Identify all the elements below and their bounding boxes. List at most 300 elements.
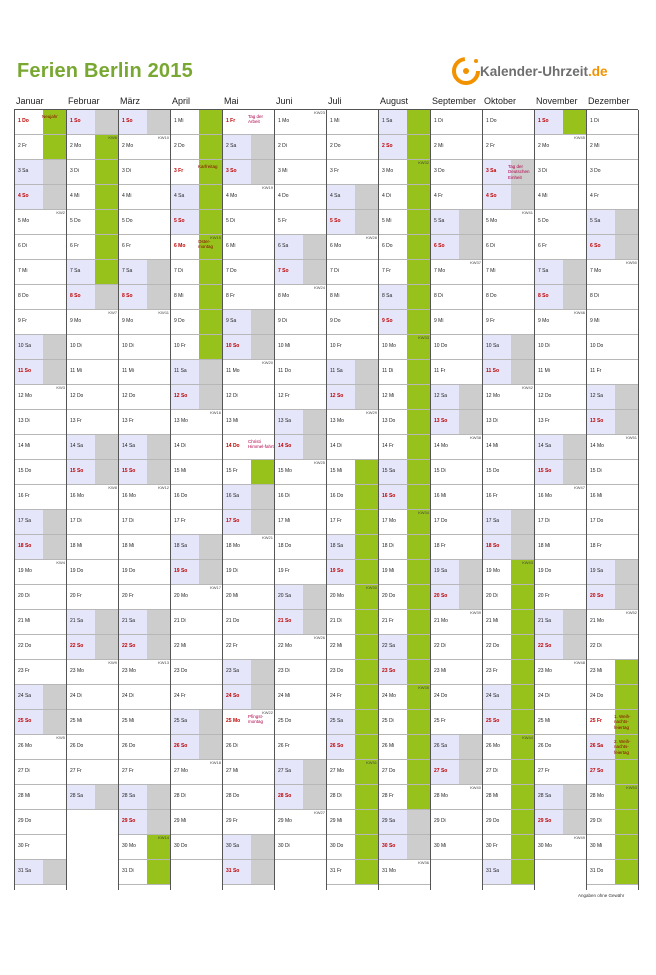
day-marker [615, 210, 638, 234]
day-label: 23 Fr [18, 668, 30, 674]
day-marker [303, 585, 326, 609]
day-label: 8 Mo [278, 293, 290, 299]
day-cell [275, 660, 326, 685]
day-label: 10 Di [70, 343, 82, 349]
day-marker [251, 835, 274, 859]
day-label: 29 Mi [330, 818, 343, 824]
day-label: 28 Sa [122, 793, 136, 799]
day-label: 24 Fr [174, 693, 186, 699]
day-label: 22 Do [486, 643, 500, 649]
day-cell [587, 735, 638, 760]
day-marker [251, 760, 274, 784]
school-holiday-marker [615, 835, 638, 859]
day-cell [327, 685, 378, 710]
day-cell [15, 135, 66, 160]
day-label: 22 Di [434, 643, 446, 649]
day-label: 18 Sa [330, 543, 344, 549]
day-cell [379, 160, 430, 185]
day-marker [511, 185, 534, 209]
day-label: 1 Di [434, 118, 443, 124]
day-cell [379, 135, 430, 160]
day-label: 12 Do [70, 393, 84, 399]
day-marker [303, 510, 326, 534]
week-number: KW45 [574, 135, 585, 140]
day-cell [431, 485, 482, 510]
day-cell [431, 660, 482, 685]
day-cell [15, 260, 66, 285]
day-cell [431, 285, 482, 310]
day-marker [615, 460, 638, 484]
day-marker [511, 360, 534, 384]
day-label: 6 So [434, 243, 445, 249]
school-holiday-marker [511, 835, 534, 859]
day-cell [379, 310, 430, 335]
day-marker [511, 135, 534, 159]
day-marker [355, 360, 378, 384]
day-marker [563, 760, 586, 784]
day-label: 4 Mi [538, 193, 548, 199]
day-label: 15 So [538, 468, 552, 474]
day-cell [379, 510, 430, 535]
day-label: 23 So [382, 668, 396, 674]
day-marker [199, 560, 222, 584]
school-holiday-marker [199, 335, 222, 359]
day-cell [587, 835, 638, 860]
day-cell [171, 385, 222, 410]
day-label: 30 Di [278, 843, 290, 849]
day-cell [223, 635, 274, 660]
school-holiday-marker [199, 210, 222, 234]
day-label: 30 Mo [122, 843, 136, 849]
day-marker [615, 535, 638, 559]
day-cell [535, 735, 586, 760]
day-marker [563, 510, 586, 534]
day-cell [379, 760, 430, 785]
day-label: 10 Mi [278, 343, 291, 349]
day-label: 24 Di [538, 693, 550, 699]
week-number: KW15 [210, 235, 221, 240]
day-cell [223, 810, 274, 835]
day-marker [511, 410, 534, 434]
day-cell [431, 510, 482, 535]
logo [450, 51, 640, 91]
day-label: 5 Do [538, 218, 549, 224]
day-label: 15 So [70, 468, 84, 474]
day-marker [563, 635, 586, 659]
day-marker [303, 135, 326, 159]
week-number: KW7 [108, 310, 117, 315]
day-cell [119, 585, 170, 610]
day-cell [275, 485, 326, 510]
day-label: 27 Mi [226, 768, 239, 774]
day-cell [379, 560, 430, 585]
day-label: 24 Fr [330, 693, 342, 699]
day-label: 23 Do [174, 668, 188, 674]
day-marker [199, 485, 222, 509]
week-number: KW23 [314, 110, 325, 115]
school-holiday-marker [407, 235, 430, 259]
day-marker [459, 685, 482, 709]
day-label: 5 Do [122, 218, 133, 224]
day-label: 5 Do [70, 218, 81, 224]
day-cell [15, 335, 66, 360]
day-marker [459, 810, 482, 834]
day-marker [615, 385, 638, 409]
day-cell [15, 510, 66, 535]
day-cell [171, 310, 222, 335]
school-holiday-marker [147, 860, 170, 884]
day-label: 19 Mo [486, 568, 500, 574]
day-cell [535, 635, 586, 660]
day-cell [275, 460, 326, 485]
day-marker [43, 660, 66, 684]
day-cell [15, 360, 66, 385]
day-marker [147, 560, 170, 584]
day-cell [483, 685, 534, 710]
week-number: KW47 [574, 485, 585, 490]
day-cell [119, 260, 170, 285]
day-label: 17 So [226, 518, 240, 524]
day-marker [147, 760, 170, 784]
day-cell [535, 385, 586, 410]
day-cell [587, 460, 638, 485]
day-cell [67, 735, 118, 760]
day-marker [147, 535, 170, 559]
day-label: 19 Di [226, 568, 238, 574]
day-label: 15 Mo [278, 468, 292, 474]
day-marker [615, 360, 638, 384]
day-cell [15, 185, 66, 210]
day-marker [563, 185, 586, 209]
day-marker [511, 235, 534, 259]
day-cell [15, 860, 66, 885]
day-cell [171, 560, 222, 585]
day-label: 4 Mi [122, 193, 132, 199]
day-cell [379, 385, 430, 410]
day-cell [119, 810, 170, 835]
school-holiday-marker [407, 135, 430, 159]
day-marker [303, 360, 326, 384]
day-label: 31 So [226, 868, 240, 874]
day-label: 28 Mi [18, 793, 31, 799]
day-marker [147, 185, 170, 209]
day-cell [535, 835, 586, 860]
public-holiday-label: Christi Himmel-fahrt [248, 439, 274, 450]
week-number: KW34 [418, 510, 429, 515]
day-marker [563, 235, 586, 259]
school-holiday-marker [407, 660, 430, 684]
day-label: 27 Di [486, 768, 498, 774]
day-cell [171, 110, 222, 135]
day-cell [431, 635, 482, 660]
day-marker [563, 685, 586, 709]
day-marker [251, 310, 274, 334]
day-cell [67, 110, 118, 135]
day-cell [275, 760, 326, 785]
day-label: 3 Mo [382, 168, 394, 174]
day-cell [15, 710, 66, 735]
day-marker [355, 385, 378, 409]
day-cell [327, 460, 378, 485]
school-holiday-marker [355, 460, 378, 484]
day-cell [223, 260, 274, 285]
day-label: 29 Do [486, 818, 500, 824]
day-marker [563, 585, 586, 609]
day-label: 9 Mi [590, 318, 600, 324]
day-label: 20 Sa [278, 593, 292, 599]
day-marker [199, 660, 222, 684]
day-marker [251, 485, 274, 509]
day-cell [535, 260, 586, 285]
day-cell [119, 535, 170, 560]
day-cell [67, 785, 118, 810]
day-marker [43, 710, 66, 734]
day-cell [587, 510, 638, 535]
day-cell [483, 510, 534, 535]
day-cell [119, 235, 170, 260]
school-holiday-marker [355, 660, 378, 684]
day-label: 28 Mo [590, 793, 604, 799]
day-marker [615, 235, 638, 259]
school-holiday-marker [407, 585, 430, 609]
day-label: 16 Mo [70, 493, 84, 499]
day-label: 20 So [590, 593, 604, 599]
week-number: KW2 [56, 210, 65, 215]
day-label: 11 Fr [434, 368, 446, 374]
day-label: 24 Do [590, 693, 604, 699]
day-label: 20 Di [18, 593, 30, 599]
school-holiday-marker [199, 110, 222, 134]
day-cell [483, 335, 534, 360]
month-header-9: Oktober [484, 96, 517, 106]
month-column [482, 110, 534, 890]
day-marker [303, 835, 326, 859]
day-marker [459, 760, 482, 784]
day-label: 31 Mo [382, 868, 396, 874]
day-label: 20 Fr [70, 593, 82, 599]
day-marker [251, 210, 274, 234]
day-cell [535, 535, 586, 560]
day-label: 17 Fr [330, 518, 342, 524]
day-label: 21 Mi [486, 618, 499, 624]
day-label: 6 Fr [70, 243, 79, 249]
day-marker [303, 685, 326, 709]
day-label: 21 Mo [590, 618, 604, 624]
day-marker [511, 485, 534, 509]
week-number: KW8 [108, 485, 117, 490]
day-cell [67, 685, 118, 710]
day-cell [67, 710, 118, 735]
day-cell [119, 435, 170, 460]
day-cell [483, 810, 534, 835]
day-label: 26 Mo [18, 743, 32, 749]
day-cell [223, 710, 274, 735]
day-cell [483, 410, 534, 435]
school-holiday-marker [199, 260, 222, 284]
day-cell [587, 660, 638, 685]
day-label: 14 Mi [18, 443, 31, 449]
day-label: 7 Mo [434, 268, 446, 274]
day-cell [431, 785, 482, 810]
day-cell [171, 835, 222, 860]
day-cell [379, 185, 430, 210]
school-holiday-marker [407, 110, 430, 134]
day-cell [119, 360, 170, 385]
school-holiday-marker [199, 310, 222, 334]
day-label: 5 Sa [434, 218, 445, 224]
day-marker [43, 635, 66, 659]
month-column [170, 110, 222, 890]
day-cell [431, 810, 482, 835]
day-cell [327, 360, 378, 385]
day-cell [535, 460, 586, 485]
day-label: 15 Mi [174, 468, 187, 474]
day-label: 23 Sa [226, 668, 240, 674]
day-cell [171, 585, 222, 610]
day-marker [43, 685, 66, 709]
calendar-grid [14, 110, 638, 890]
day-label: 31 Sa [18, 868, 32, 874]
day-cell [327, 835, 378, 860]
day-label: 5 Mo [18, 218, 30, 224]
school-holiday-marker [355, 535, 378, 559]
day-cell [223, 560, 274, 585]
logo-suffix-text: .de [588, 64, 608, 79]
day-cell [535, 360, 586, 385]
day-cell [15, 410, 66, 435]
day-marker [95, 460, 118, 484]
day-marker [563, 460, 586, 484]
day-cell [483, 460, 534, 485]
day-cell [431, 235, 482, 260]
day-label: 4 So [18, 193, 29, 199]
school-holiday-marker [615, 685, 638, 709]
month-header-4: Mai [224, 96, 239, 106]
day-cell [587, 135, 638, 160]
day-label: 18 Fr [590, 543, 602, 549]
day-cell [379, 260, 430, 285]
week-number: KW6 [108, 135, 117, 140]
day-cell [379, 585, 430, 610]
day-cell [587, 785, 638, 810]
day-label: 9 Mi [434, 318, 444, 324]
page-title: Ferien Berlin 2015 [17, 60, 193, 82]
day-label: 31 Fr [330, 868, 342, 874]
day-label: 12 Mo [18, 393, 32, 399]
day-cell [535, 585, 586, 610]
day-marker [459, 410, 482, 434]
day-marker [563, 710, 586, 734]
day-marker [43, 285, 66, 309]
day-label: 7 Mi [18, 268, 28, 274]
day-marker [251, 510, 274, 534]
day-label: 13 So [590, 418, 604, 424]
day-label: 12 Sa [434, 393, 448, 399]
day-label: 2 Mo [538, 143, 550, 149]
day-label: 12 Di [226, 393, 238, 399]
day-cell [483, 310, 534, 335]
school-holiday-marker [407, 610, 430, 634]
day-label: 10 Do [434, 343, 448, 349]
week-number: KW16 [210, 410, 221, 415]
day-label: 7 Sa [70, 268, 81, 274]
day-cell [587, 710, 638, 735]
day-cell [223, 360, 274, 385]
day-cell [171, 485, 222, 510]
day-marker [459, 385, 482, 409]
day-label: 15 Fr [226, 468, 238, 474]
day-label: 6 Sa [278, 243, 289, 249]
school-holiday-marker [43, 135, 66, 159]
day-label: 30 Mi [590, 843, 603, 849]
day-cell [15, 160, 66, 185]
day-cell [379, 335, 430, 360]
week-number: KW40 [470, 785, 481, 790]
day-label: 12 Do [538, 393, 552, 399]
day-label: 30 Fr [486, 843, 498, 849]
day-label: 8 Mi [174, 293, 184, 299]
month-column [326, 110, 378, 890]
day-cell [431, 210, 482, 235]
day-cell [587, 360, 638, 385]
school-holiday-marker [407, 760, 430, 784]
day-label: 31 Di [122, 868, 134, 874]
day-marker [43, 835, 66, 859]
day-label: 23 Mi [590, 668, 603, 674]
day-label: 14 So [278, 443, 292, 449]
day-cell [379, 410, 430, 435]
day-marker [199, 610, 222, 634]
day-marker [355, 185, 378, 209]
day-cell [327, 610, 378, 635]
day-cell [587, 260, 638, 285]
day-cell [327, 185, 378, 210]
day-label: 2 So [382, 143, 393, 149]
day-label: 5 Mi [382, 218, 392, 224]
day-marker [615, 560, 638, 584]
day-label: 22 Mi [330, 643, 343, 649]
day-cell [483, 385, 534, 410]
day-cell [171, 335, 222, 360]
day-label: 27 Fr [538, 768, 550, 774]
day-cell [15, 810, 66, 835]
day-marker [43, 360, 66, 384]
day-cell [119, 485, 170, 510]
day-cell [535, 335, 586, 360]
day-label: 14 Mo [590, 443, 604, 449]
day-cell [67, 335, 118, 360]
day-cell [15, 685, 66, 710]
day-marker [95, 335, 118, 359]
school-holiday-marker [511, 860, 534, 884]
day-cell [587, 685, 638, 710]
day-marker [563, 810, 586, 834]
day-cell [431, 260, 482, 285]
day-cell [327, 585, 378, 610]
day-cell [171, 410, 222, 435]
day-label: 8 So [538, 293, 549, 299]
day-marker [459, 660, 482, 684]
day-marker [563, 335, 586, 359]
day-label: 24 Mi [278, 693, 291, 699]
school-holiday-marker [407, 210, 430, 234]
day-label: 6 So [590, 243, 601, 249]
month-header-8: September [432, 96, 477, 106]
day-label: 1 Mo [278, 118, 290, 124]
day-cell [483, 210, 534, 235]
day-cell [379, 460, 430, 485]
day-label: 18 So [18, 543, 32, 549]
